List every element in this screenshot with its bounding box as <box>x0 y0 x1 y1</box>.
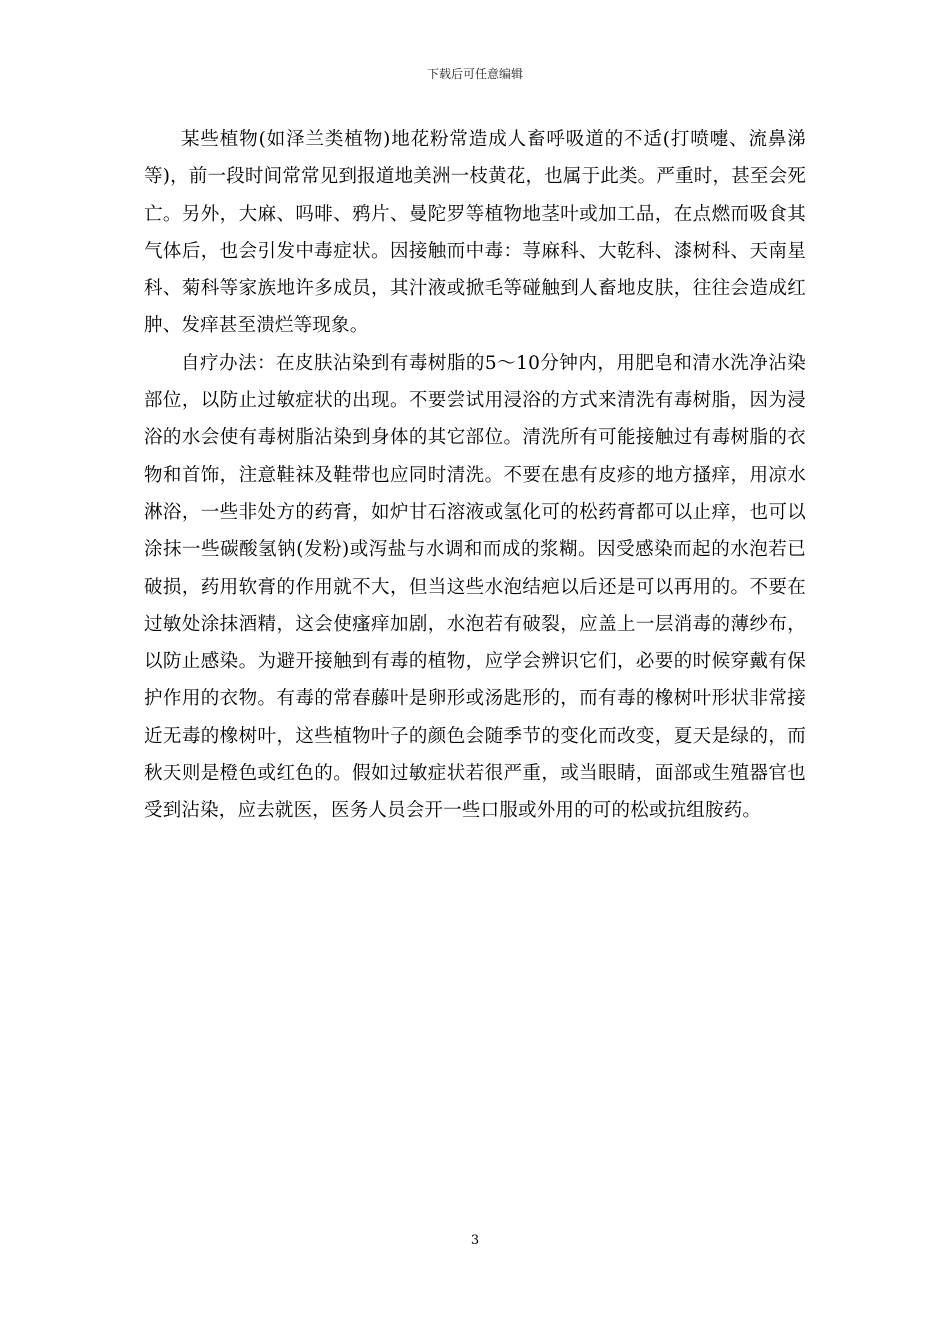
paragraph-self-treatment: 自疗办法：在皮肤沾染到有毒树脂的5～10分钟内，用肥皂和清水洗净沾染部位，以防止过敏症状的出现。不要尝试用浸浴的方式来清洗有毒树脂，因为浸浴的水会使有毒树脂沾染到身体的其它部位。清洗所有可能接触过有毒树脂的衣物和首饰，注意鞋袜及鞋带也应同时清洗。不要在患有皮疹的地方搔痒，用凉水淋浴，一些非处方的药膏，如炉甘石溶液或氢化可的松药膏都可以止痒，也可以涂抹一些碳酸氢钠(发粉)或泻盐与水调和而成的浆糊。因受感染而起的水泡若已破损，药用软膏的作用就不大，但当这些水泡结疤以后还是可以再用的。不要在过敏处涂抹酒精，这会使瘙痒加剧，水泡若有破裂，应盖上一层消毒的薄纱布，以防止感染。为避开接触到有毒的植物，应学会辨识它们，必要的时候穿戴有保护作用的衣物。有毒的常春藤叶是卵形或汤匙形的，而有毒的橡树叶形状非常接近无毒的橡树叶，这些植物叶子的颜色会随季节的变化而改变，夏天是绿的，而秋天则是橙色或红色的。假如过敏症状若很严重，或当眼睛，面部或生殖器官也受到沾染，应去就医，医务人员会开一些口服或外用的可的松或抗组胺药。 <box>144 352 806 822</box>
document-body <box>144 121 806 830</box>
page-number: 3 <box>470 1233 480 1248</box>
page-header: 下载后可任意编辑 <box>426 67 523 81</box>
paragraph-pollen-toxicity: 某些植物(如泽兰类植物)地花粉常造成人畜呼吸道的不适(打喷嚏、流鼻涕等)，前一段时间常常见到报道地美洲一枝黄花，也属于此类。严重时，甚至会死亡。另外，大麻、吗啡、鸦片、曼陀罗等植物地茎叶或加工品，在点燃而吸食其气体后，也会引发中毒症状。因接触而中毒：荨麻科、大乾科、漆树科、天南星科、菊科等家族地许多成员，其汁液或掀毛等碰触到人畜地皮肤，往往会造成红肿、发痒甚至溃烂等现象。 <box>144 129 806 337</box>
